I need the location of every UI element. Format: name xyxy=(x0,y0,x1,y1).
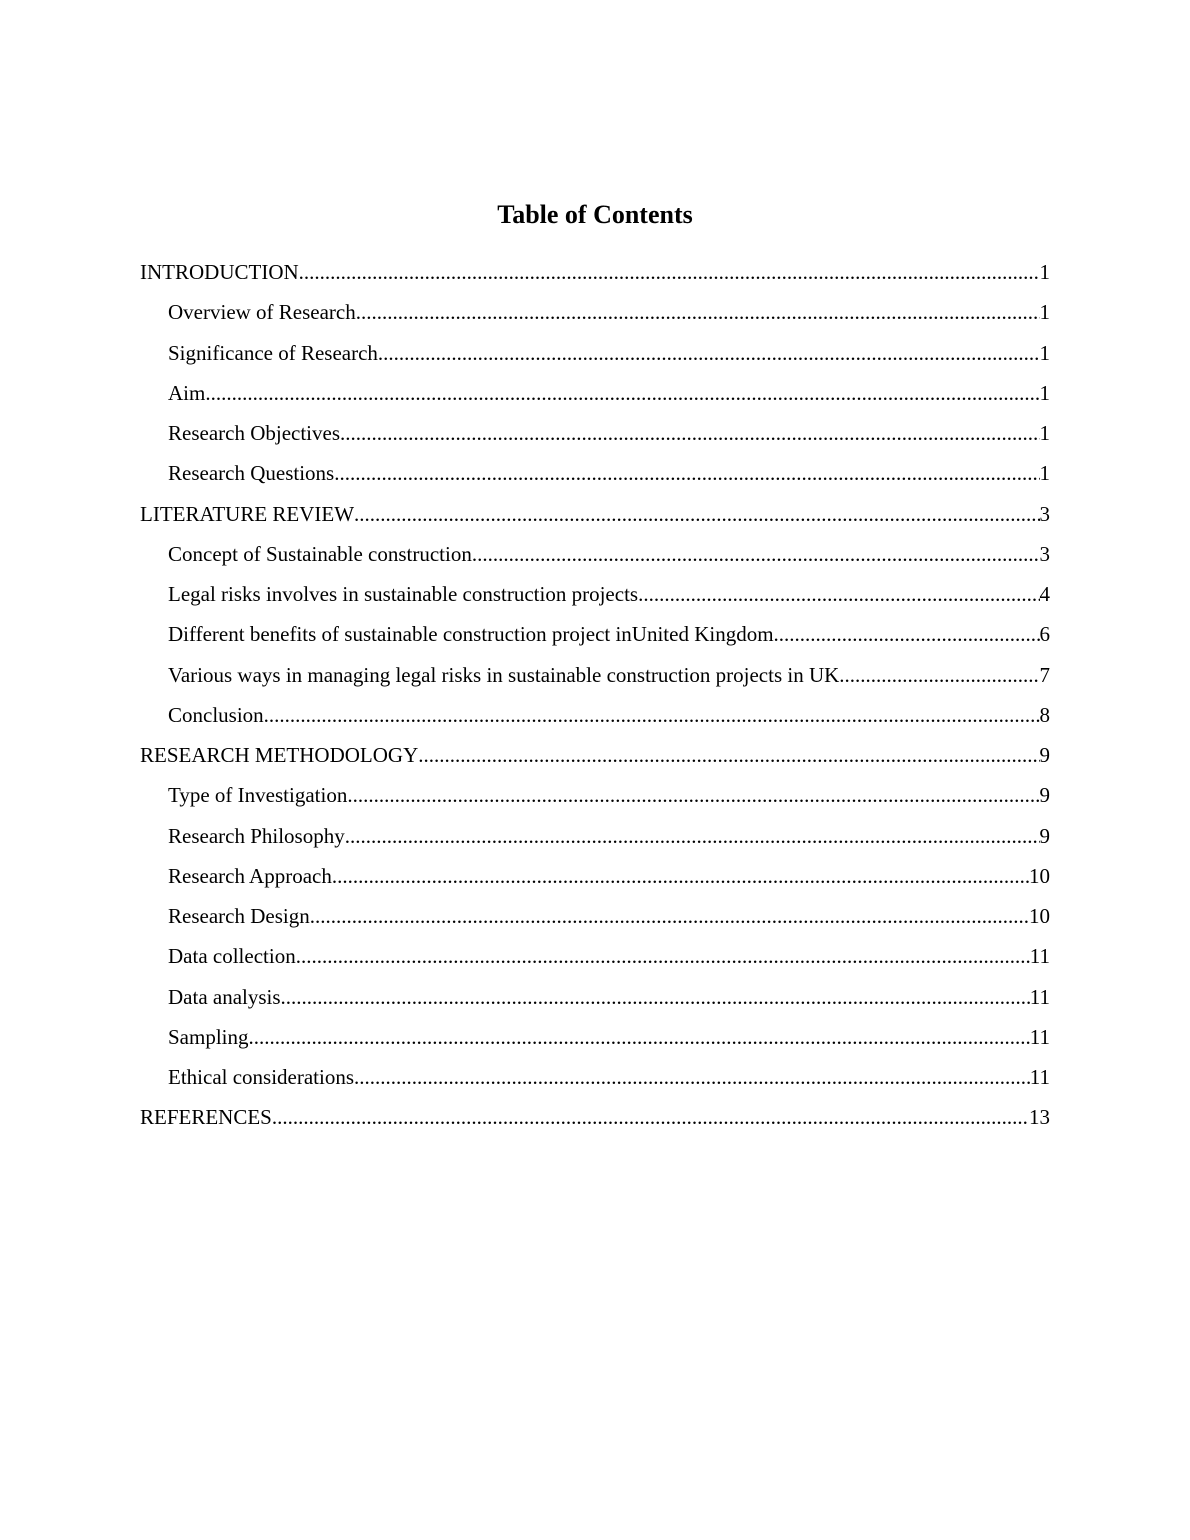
toc-entry-overview-of-research[interactable] xyxy=(140,295,1050,335)
toc-entry-introduction[interactable] xyxy=(140,255,1050,295)
toc-entry-label: Data collection xyxy=(168,944,296,969)
toc-entry-label: Research Philosophy xyxy=(168,823,345,848)
dot-leader xyxy=(264,698,1040,732)
toc-entry-aim[interactable] xyxy=(140,376,1050,416)
toc-entry-page: 1 xyxy=(1039,461,1050,486)
toc-entry-page: 3 xyxy=(1039,541,1050,566)
dot-leader xyxy=(638,577,1039,611)
toc-entry-significance-of-research[interactable] xyxy=(140,336,1050,376)
toc-entry-research-methodology[interactable] xyxy=(140,738,1050,778)
toc-entry-page: 6 xyxy=(1039,622,1050,647)
dot-leader xyxy=(310,899,1029,933)
toc-entry-label: Type of Investigation xyxy=(168,783,348,808)
toc-entry-page: 9 xyxy=(1039,823,1050,848)
toc-entry-page: 13 xyxy=(1029,1105,1050,1130)
toc-entry-research-questions[interactable] xyxy=(140,456,1050,496)
toc-entry-label: LITERATURE REVIEW xyxy=(140,501,355,526)
dot-leader xyxy=(205,376,1039,410)
dot-leader xyxy=(774,617,1040,651)
toc-entry-label: Data analysis xyxy=(168,984,281,1009)
toc-entry-page: 10 xyxy=(1029,904,1050,928)
dot-leader xyxy=(378,336,1040,370)
dot-leader xyxy=(839,658,1039,692)
toc-entry-label: Research Design xyxy=(168,904,310,928)
toc-entry-various-ways[interactable] xyxy=(140,658,1050,698)
toc-entry-label: Sampling xyxy=(168,1024,249,1049)
toc-list xyxy=(140,255,1050,1141)
toc-entry-label: Overview of Research xyxy=(168,300,356,325)
toc-entry-research-philosophy[interactable] xyxy=(140,819,1050,859)
toc-entry-data-collection[interactable] xyxy=(140,939,1050,979)
toc-entry-page: 1 xyxy=(1039,421,1050,445)
toc-entry-legal-risks[interactable] xyxy=(140,577,1050,617)
toc-entry-label: Different benefits of sustainable construction project inUnited Kingdom xyxy=(168,622,774,647)
toc-entry-page: 1 xyxy=(1039,340,1050,365)
toc-entry-label: Conclusion xyxy=(168,702,264,727)
toc-entry-page: 1 xyxy=(1039,260,1050,284)
toc-entry-label: Concept of Sustainable construction xyxy=(168,541,472,566)
dot-leader xyxy=(472,537,1040,571)
dot-leader xyxy=(296,939,1030,973)
toc-entry-page: 10 xyxy=(1029,863,1050,888)
toc-entry-page: 9 xyxy=(1039,783,1050,808)
toc-entry-page: 11 xyxy=(1029,984,1050,1009)
toc-entry-page: 8 xyxy=(1039,702,1050,727)
toc-entry-label: Research Questions xyxy=(168,461,335,486)
toc-entry-ethical-considerations[interactable] xyxy=(140,1060,1050,1100)
dot-leader xyxy=(354,497,1039,531)
toc-entry-page: 9 xyxy=(1039,743,1050,767)
dot-leader xyxy=(334,456,1039,490)
toc-entry-data-analysis[interactable] xyxy=(140,980,1050,1020)
dot-leader xyxy=(356,295,1040,329)
dot-leader xyxy=(332,859,1029,893)
toc-entry-label: Significance of Research xyxy=(168,340,378,365)
toc-entry-page: 1 xyxy=(1039,380,1050,405)
toc-entry-label: Ethical considerations xyxy=(168,1065,355,1089)
dot-leader xyxy=(249,1020,1030,1054)
toc-entry-label: Research Approach xyxy=(168,863,332,888)
dot-leader xyxy=(272,1100,1029,1134)
dot-leader xyxy=(347,778,1039,812)
toc-entry-page: 11 xyxy=(1029,944,1050,969)
toc-entry-label: RESEARCH METHODOLOGY xyxy=(140,743,419,767)
dot-leader xyxy=(281,980,1030,1014)
dot-leader xyxy=(418,738,1039,772)
toc-entry-conclusion[interactable] xyxy=(140,698,1050,738)
toc-entry-label: Research Objectives xyxy=(168,421,341,445)
toc-title: Table of Contents xyxy=(497,200,693,229)
toc-entry-label: Legal risks involves in sustainable construction projects xyxy=(168,582,639,606)
dot-leader xyxy=(345,819,1040,853)
toc-entry-label: Various ways in managing legal risks in sustainable construction projects in UK xyxy=(168,662,840,687)
toc-entry-label: INTRODUCTION xyxy=(140,260,299,284)
toc-entry-references[interactable] xyxy=(140,1100,1050,1140)
toc-entry-sampling[interactable] xyxy=(140,1020,1050,1060)
dot-leader xyxy=(354,1060,1030,1094)
toc-entry-research-objectives[interactable] xyxy=(140,416,1050,456)
toc-entry-page: 7 xyxy=(1039,662,1050,687)
toc-entry-page: 11 xyxy=(1029,1024,1050,1049)
toc-entry-research-approach[interactable] xyxy=(140,859,1050,899)
toc-entry-page: 4 xyxy=(1039,582,1050,606)
toc-entry-page: 3 xyxy=(1039,501,1050,526)
toc-entry-label: Aim xyxy=(168,380,206,405)
toc-entry-page: 1 xyxy=(1039,300,1050,325)
toc-entry-research-design[interactable] xyxy=(140,899,1050,939)
dot-leader xyxy=(299,255,1040,289)
toc-entry-page: 11 xyxy=(1029,1065,1050,1089)
toc-entry-type-of-investigation[interactable] xyxy=(140,778,1050,818)
toc-entry-literature-review[interactable] xyxy=(140,497,1050,537)
toc-entry-label: REFERENCES xyxy=(140,1105,272,1130)
dot-leader xyxy=(340,416,1039,450)
toc-entry-concept-of-sustainable-construction[interactable] xyxy=(140,537,1050,577)
toc-entry-different-benefits[interactable] xyxy=(140,617,1050,657)
